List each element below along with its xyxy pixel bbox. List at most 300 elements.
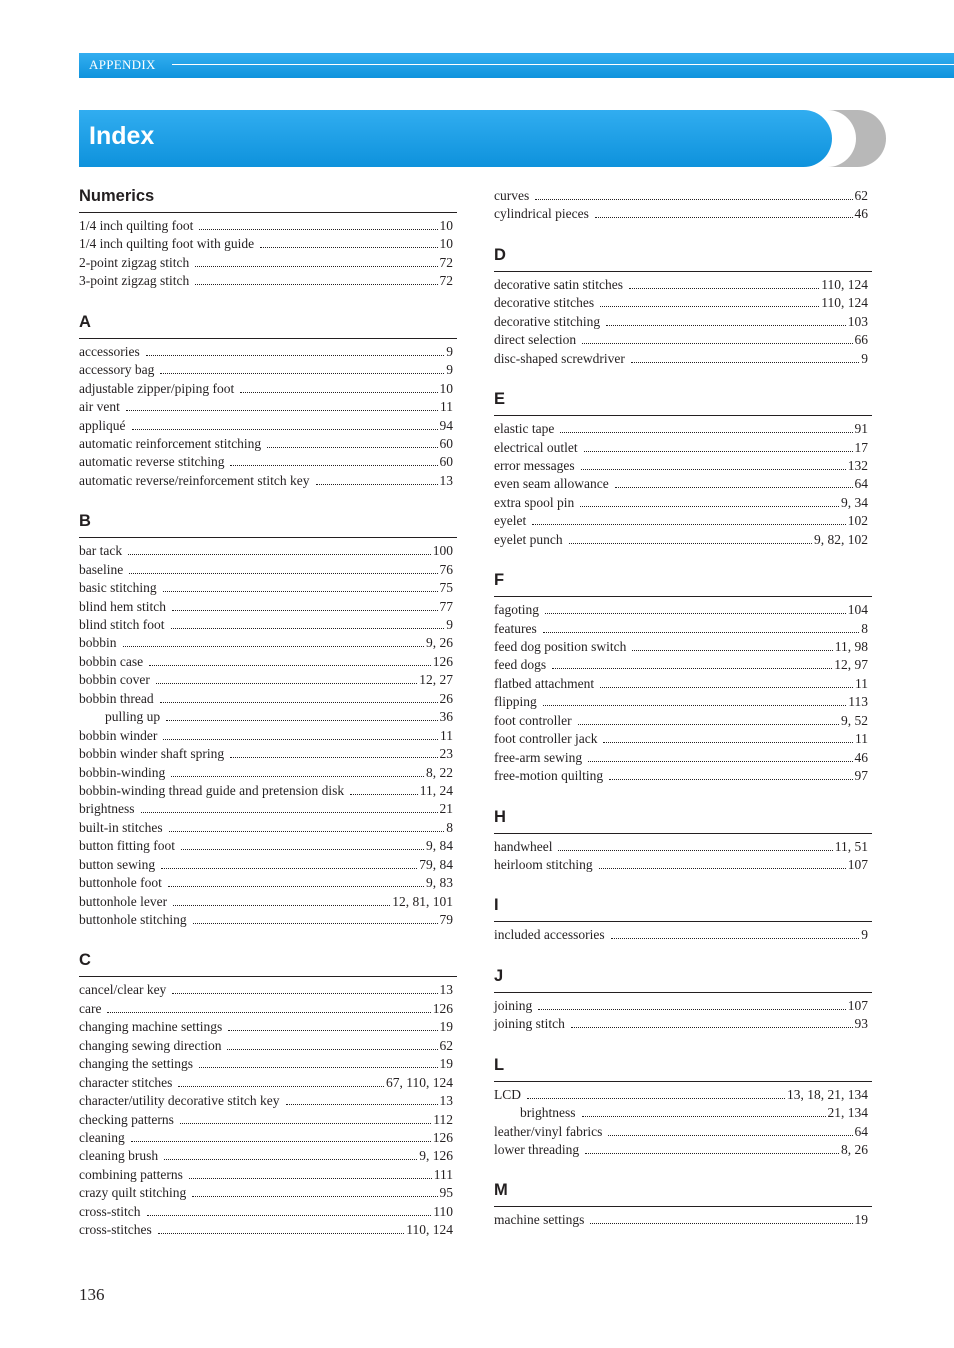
dot-leader <box>606 312 846 326</box>
index-entry <box>494 1210 872 1228</box>
page-reference: 9, 84 <box>426 838 453 854</box>
dot-leader <box>350 781 418 795</box>
index-term: cross-stitches <box>79 1222 152 1238</box>
page-reference: 132 <box>847 457 868 473</box>
dot-leader <box>545 600 846 614</box>
page-reference: 9, 26 <box>426 635 453 651</box>
index-entry <box>494 1140 872 1158</box>
index-term: blind stitch foot <box>79 617 165 632</box>
dot-leader <box>560 419 852 433</box>
page-reference: 9 <box>861 350 868 366</box>
dot-leader <box>178 1073 384 1087</box>
index-term: feed dog position switch <box>494 639 627 654</box>
index-entry <box>79 781 457 799</box>
page-reference: 60 <box>439 454 453 470</box>
index-section <box>494 1055 872 1159</box>
index-entry <box>494 729 872 747</box>
index-term: even seam allowance <box>494 476 609 492</box>
dot-leader <box>240 379 437 393</box>
index-entry <box>79 379 457 397</box>
index-entry <box>494 1122 872 1140</box>
index-entry <box>494 674 872 692</box>
index-entry <box>494 1014 872 1032</box>
dot-leader <box>609 766 852 780</box>
index-term: changing machine settings <box>79 1019 223 1035</box>
index-term: changing the settings <box>79 1056 193 1072</box>
page-reference: 9, 34 <box>841 494 868 510</box>
index-entry <box>494 996 872 1014</box>
index-term: buttonhole lever <box>79 893 168 909</box>
dot-leader <box>584 438 853 452</box>
dot-leader <box>128 541 431 555</box>
index-term: baseline <box>79 561 124 577</box>
dot-leader <box>160 360 444 374</box>
page-reference: 23 <box>439 746 453 762</box>
section-heading: F <box>494 570 872 597</box>
index-entry <box>79 397 457 415</box>
page-reference: 113 <box>848 694 868 710</box>
index-entry <box>79 1183 457 1201</box>
page-reference: 94 <box>439 417 453 433</box>
index-section <box>494 570 872 784</box>
dot-leader <box>552 655 832 669</box>
index-entry <box>79 910 457 928</box>
dot-leader <box>164 1146 417 1160</box>
index-term: 2-point zigzag stitch <box>79 254 190 270</box>
dot-leader <box>571 1014 853 1028</box>
dot-leader <box>600 293 819 307</box>
index-term: eyelet punch <box>494 531 563 547</box>
index-term: bobbin winder shaft spring <box>79 746 225 762</box>
index-term: bobbin cover <box>79 672 150 688</box>
page-number: 136 <box>79 1285 105 1304</box>
index-term: brightness <box>520 1105 576 1121</box>
index-entry <box>494 349 872 367</box>
index-term: bobbin-winding <box>79 764 166 780</box>
index-entry <box>494 692 872 710</box>
index-entry <box>494 419 872 437</box>
index-entry <box>494 456 872 474</box>
index-entry <box>79 271 457 289</box>
page-reference: 110 <box>433 1203 453 1219</box>
dot-leader <box>193 910 438 924</box>
page-reference: 67, 110, 124 <box>386 1074 453 1090</box>
dot-leader <box>590 1210 852 1224</box>
page-reference: 11, 98 <box>834 639 868 654</box>
dot-leader <box>286 1091 438 1105</box>
index-entry <box>494 186 872 204</box>
index-term: extra spool pin <box>494 494 575 510</box>
index-entry <box>79 471 457 489</box>
index-entry <box>494 837 872 855</box>
index-entry <box>79 1091 457 1109</box>
index-entry <box>494 1085 872 1103</box>
page-reference: 66 <box>854 332 868 348</box>
index-entry <box>494 600 872 618</box>
dot-leader <box>532 511 846 525</box>
page-reference: 12, 27 <box>419 672 453 688</box>
index-entry <box>79 999 457 1017</box>
dot-leader <box>227 1036 437 1050</box>
index-term: automatic reinforcement stitching <box>79 435 262 451</box>
index-section <box>494 895 872 943</box>
dot-leader <box>603 729 853 743</box>
page-title: Index <box>89 122 155 150</box>
index-term: curves <box>494 188 530 203</box>
dot-leader <box>107 999 430 1013</box>
page-reference: 100 <box>432 543 453 559</box>
index-term: character/utility decorative stitch key <box>79 1093 280 1109</box>
dot-leader <box>126 397 438 411</box>
dot-leader <box>168 873 424 887</box>
index-term: cleaning brush <box>79 1148 159 1164</box>
page-reference: 104 <box>847 602 868 618</box>
index-entry <box>79 873 457 891</box>
index-term: bobbin winder <box>79 727 158 743</box>
dot-leader <box>569 530 812 544</box>
index-entry <box>79 234 457 252</box>
dot-leader <box>199 216 437 230</box>
index-term: bobbin <box>79 635 117 651</box>
index-term: 1/4 inch quilting foot with guide <box>79 236 255 252</box>
index-section <box>494 186 872 223</box>
index-term: blind hem stitch <box>79 598 166 614</box>
page-reference: 36 <box>439 709 453 725</box>
index-entry <box>79 1202 457 1220</box>
page-reference: 10 <box>439 218 453 233</box>
page-reference: 21 <box>439 801 453 817</box>
page-reference: 107 <box>847 997 868 1013</box>
index-entry <box>79 1054 457 1072</box>
index-term: leather/vinyl fabrics <box>494 1123 603 1139</box>
page-reference: 79 <box>439 912 453 927</box>
page-reference: 9, 82, 102 <box>814 531 868 547</box>
page-reference: 72 <box>439 254 453 270</box>
index-term: cylindrical pieces <box>494 206 589 222</box>
index-term: changing sewing direction <box>79 1037 222 1053</box>
index-term: cross-stitch <box>79 1203 141 1219</box>
index-entry <box>494 275 872 293</box>
index-entry <box>79 1128 457 1146</box>
index-entry <box>79 1110 457 1128</box>
page-reference: 126 <box>432 653 453 669</box>
index-term: cleaning <box>79 1129 125 1145</box>
section-heading: A <box>79 312 457 339</box>
index-term: decorative satin stitches <box>494 276 623 292</box>
index-term: decorative stitches <box>494 295 595 311</box>
index-column-left <box>79 186 457 1261</box>
dot-leader <box>131 1128 431 1142</box>
index-term: basic stitching <box>79 580 157 596</box>
index-entry <box>79 707 457 725</box>
page-reference: 93 <box>854 1016 868 1032</box>
index-entry <box>79 1073 457 1091</box>
index-section <box>79 312 457 490</box>
dot-leader <box>585 1140 839 1154</box>
index-entry <box>79 689 457 707</box>
index-term: crazy quilt stitching <box>79 1185 187 1201</box>
dot-leader <box>629 275 819 289</box>
page-reference: 62 <box>854 188 868 203</box>
page-reference: 75 <box>439 580 453 596</box>
section-heading: C <box>79 950 457 977</box>
dot-leader <box>166 707 437 721</box>
page-reference: 8 <box>446 819 453 835</box>
dot-leader <box>172 980 437 994</box>
index-entry <box>494 530 872 548</box>
index-entry <box>79 216 457 234</box>
page-reference: 17 <box>854 439 868 455</box>
index-entry <box>494 619 872 637</box>
index-entry <box>494 204 872 222</box>
page-reference: 76 <box>439 561 453 577</box>
dot-leader <box>161 855 417 869</box>
dot-leader <box>260 234 437 248</box>
index-term: 3-point zigzag stitch <box>79 273 190 289</box>
index-entry <box>79 652 457 670</box>
index-term: accessory bag <box>79 362 155 378</box>
page-reference: 19 <box>439 1019 453 1035</box>
page-reference: 21, 134 <box>827 1105 868 1121</box>
index-term: built-in stitches <box>79 819 163 835</box>
dot-leader <box>230 452 437 466</box>
header-rule <box>172 64 954 65</box>
page-reference: 72 <box>439 273 453 289</box>
index-section <box>494 807 872 874</box>
dot-leader <box>543 692 847 706</box>
index-term: buttonhole stitching <box>79 912 187 927</box>
page-reference: 26 <box>439 690 453 706</box>
index-entry <box>494 511 872 529</box>
page-reference: 64 <box>854 1123 868 1139</box>
index-column-right <box>494 186 872 1251</box>
index-entry <box>494 766 872 784</box>
index-term: checking patterns <box>79 1111 174 1127</box>
page-reference: 12, 97 <box>834 657 868 673</box>
index-term: button sewing <box>79 856 156 872</box>
dot-leader <box>147 1202 432 1216</box>
dot-leader <box>171 615 445 629</box>
index-entry <box>79 1146 457 1164</box>
index-term: fagoting <box>494 602 539 618</box>
index-section <box>494 245 872 367</box>
index-entry <box>79 416 457 434</box>
dot-leader <box>535 186 852 200</box>
index-term: foot controller jack <box>494 731 598 747</box>
dot-leader <box>316 471 438 485</box>
dot-leader <box>173 892 390 906</box>
index-term: electrical outlet <box>494 439 578 455</box>
index-entry <box>494 655 872 673</box>
section-heading: H <box>494 807 872 834</box>
index-term: air vent <box>79 399 120 415</box>
page-reference: 60 <box>439 435 453 451</box>
dot-leader <box>538 996 845 1010</box>
index-entry <box>79 744 457 762</box>
dot-leader <box>129 560 437 574</box>
dot-leader <box>631 349 859 363</box>
index-entry <box>79 818 457 836</box>
page-reference: 107 <box>847 856 868 872</box>
dot-leader <box>632 637 832 651</box>
dot-leader <box>146 342 445 356</box>
index-entry <box>79 1220 457 1238</box>
index-term: error messages <box>494 457 575 473</box>
dot-leader <box>141 799 438 813</box>
dot-leader <box>267 434 437 448</box>
page-reference: 13 <box>439 982 453 998</box>
dot-leader <box>195 253 437 267</box>
index-term: foot controller <box>494 712 572 728</box>
index-entry <box>494 293 872 311</box>
section-heading: J <box>494 966 872 993</box>
dot-leader <box>160 689 438 703</box>
dot-leader <box>595 204 853 218</box>
dot-leader <box>582 330 852 344</box>
index-term: automatic reverse stitching <box>79 454 225 470</box>
page-reference: 13, 18, 21, 134 <box>787 1086 868 1102</box>
page-reference: 10 <box>439 236 453 252</box>
index-term: lower threading <box>494 1142 580 1157</box>
index-entry <box>79 980 457 998</box>
dot-leader <box>230 744 437 758</box>
dot-leader <box>163 578 438 592</box>
page-reference: 64 <box>854 476 868 492</box>
index-entry <box>79 541 457 559</box>
index-entry <box>79 360 457 378</box>
index-term: LCD <box>494 1086 521 1102</box>
page-reference: 9 <box>446 617 453 632</box>
index-term: cancel/clear key <box>79 982 167 998</box>
index-term: flipping <box>494 694 537 710</box>
index-term: free-arm sewing <box>494 749 583 765</box>
appendix-label: APPENDIX <box>89 57 156 72</box>
index-entry <box>494 711 872 729</box>
index-term: combining patterns <box>79 1166 183 1182</box>
index-term: bobbin case <box>79 653 144 669</box>
page-reference: 97 <box>854 768 868 784</box>
index-term: eyelet <box>494 513 527 529</box>
index-term: care <box>79 1000 102 1016</box>
index-term: decorative stitching <box>494 313 601 329</box>
page-reference: 95 <box>439 1185 453 1201</box>
dot-leader <box>608 1122 852 1136</box>
index-entry <box>79 452 457 470</box>
index-term: bobbin thread <box>79 690 154 706</box>
dot-leader <box>123 633 424 647</box>
index-entry <box>79 342 457 360</box>
dot-leader <box>149 652 431 666</box>
page-reference: 102 <box>847 513 868 529</box>
index-entry <box>494 330 872 348</box>
dot-leader <box>192 1183 437 1197</box>
index-entry <box>79 434 457 452</box>
dot-leader <box>578 711 839 725</box>
index-entry <box>79 1165 457 1183</box>
dot-leader <box>132 416 438 430</box>
page-reference: 9, 52 <box>841 712 868 728</box>
page-reference: 9 <box>446 362 453 378</box>
page-reference: 62 <box>439 1037 453 1053</box>
index-section <box>79 186 457 290</box>
index-term: machine settings <box>494 1212 585 1228</box>
dot-leader <box>181 836 424 850</box>
index-entry <box>79 799 457 817</box>
dot-leader <box>158 1220 405 1234</box>
page-reference: 9, 83 <box>426 875 453 891</box>
appendix-header-bar <box>79 53 954 78</box>
index-entry <box>79 253 457 271</box>
index-entry <box>494 925 872 943</box>
index-entry <box>494 748 872 766</box>
index-entry <box>494 1103 872 1121</box>
dot-leader <box>558 837 832 851</box>
dot-leader <box>599 855 846 869</box>
index-term: accessories <box>79 343 140 359</box>
page-reference: 91 <box>854 421 868 437</box>
index-term: included accessories <box>494 927 605 943</box>
section-heading: M <box>494 1180 872 1207</box>
index-entry <box>79 855 457 873</box>
index-section <box>79 511 457 928</box>
index-entry <box>494 855 872 873</box>
page-reference: 111 <box>433 1166 453 1182</box>
index-term: buttonhole foot <box>79 875 162 891</box>
index-term: feed dogs <box>494 657 547 673</box>
index-entry <box>79 670 457 688</box>
page-reference: 10 <box>439 380 453 396</box>
page-reference: 13 <box>439 1093 453 1109</box>
page-reference: 46 <box>854 206 868 222</box>
page-reference: 11 <box>440 727 453 743</box>
index-entry <box>79 726 457 744</box>
dot-leader <box>172 597 438 611</box>
dot-leader <box>580 493 839 507</box>
page-reference: 110, 124 <box>406 1222 453 1238</box>
page-reference: 112 <box>433 1111 453 1127</box>
dot-leader <box>543 619 860 633</box>
dot-leader <box>171 763 424 777</box>
page-reference: 11 <box>440 399 453 415</box>
index-term: joining <box>494 997 533 1013</box>
page-reference: 110, 124 <box>821 295 868 311</box>
index-term: elastic tape <box>494 421 555 437</box>
section-heading: E <box>494 389 872 416</box>
index-entry <box>79 892 457 910</box>
index-section <box>494 389 872 548</box>
page-reference: 12, 81, 101 <box>392 893 453 909</box>
dot-leader <box>615 474 853 488</box>
index-term: button fitting foot <box>79 838 175 854</box>
index-term: automatic reverse/reinforcement stitch key <box>79 472 310 488</box>
dot-leader <box>180 1110 431 1124</box>
index-term: disc-shaped screwdriver <box>494 350 625 366</box>
page-reference: 126 <box>432 1129 453 1145</box>
dot-leader <box>600 674 853 688</box>
page-reference: 19 <box>439 1056 453 1072</box>
index-entry <box>79 1036 457 1054</box>
page-reference: 46 <box>854 749 868 765</box>
page-reference: 9, 126 <box>419 1148 453 1164</box>
index-entry <box>79 560 457 578</box>
page-reference: 110, 124 <box>821 276 868 292</box>
index-term: bar tack <box>79 543 123 559</box>
index-section <box>494 966 872 1033</box>
dot-leader <box>169 818 445 832</box>
page-reference: 11, 24 <box>419 782 453 798</box>
page-reference: 13 <box>439 472 453 488</box>
page-reference: 11 <box>855 675 868 691</box>
